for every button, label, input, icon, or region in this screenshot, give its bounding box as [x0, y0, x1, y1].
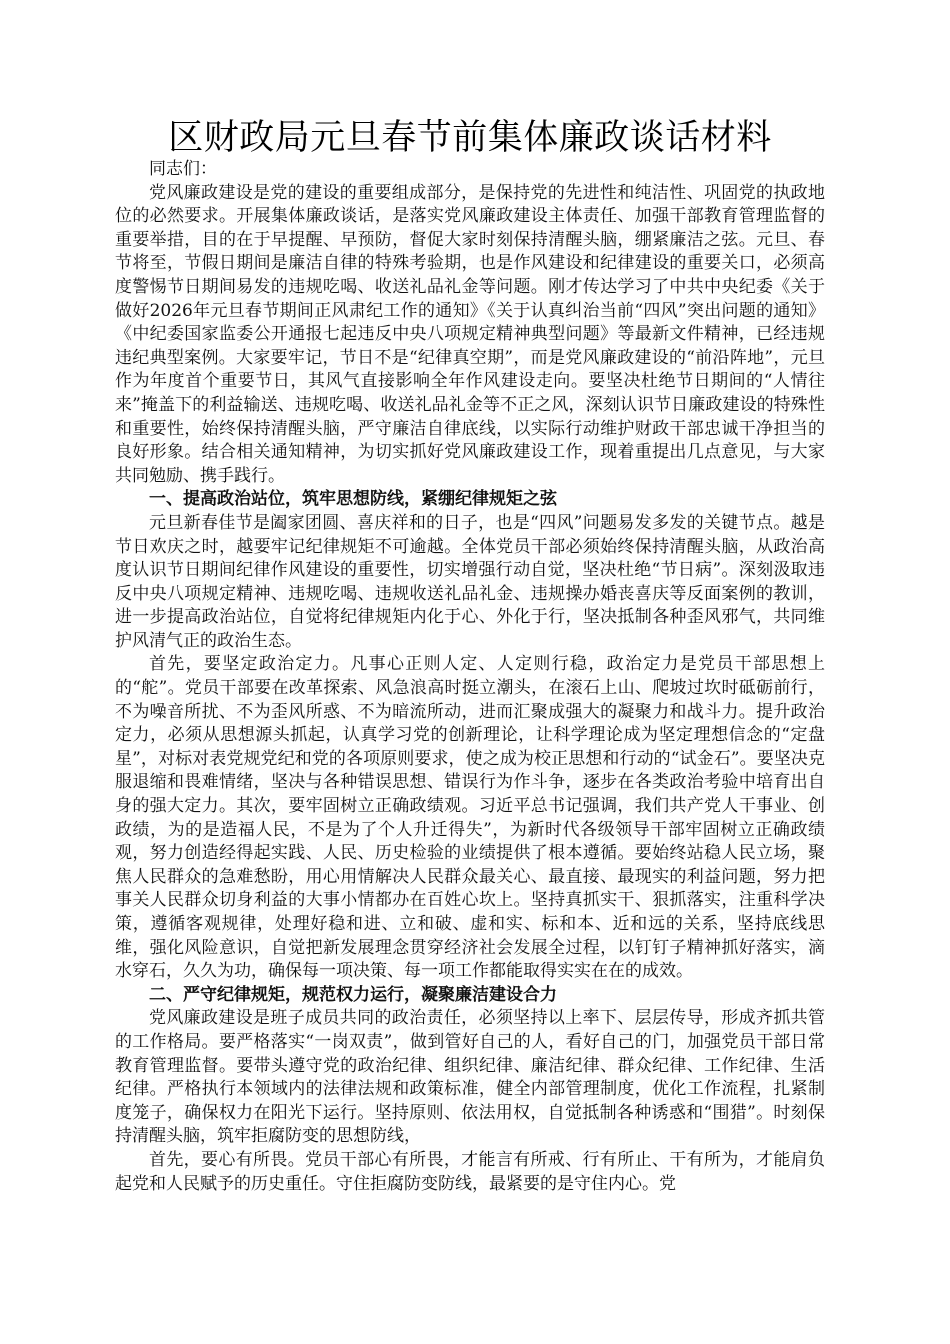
section-1-paragraph-2: 首先，要坚定政治定力。凡事心正则人定、人定则行稳，政治定力是党员干部思想上的“舵”。党员干部要在改革探索、风急浪高时挺立潮头，在滚石上山、爬坡过坎时砥砺前行，不为噪音所扰、不为歪风所惑、不为暗流所动，进而汇聚成强大的凝聚力和战斗力。提升政治定力，必须从思想源头抓起，认真学习党的创新理论，让科学理论成为坚定理想信念的“定盘星”，对标对表党规党纪和党的各项原则要求，使之成为校正思想和行动的“试金石”。要坚决克服退缩和畏难情绪，坚决与各种错误思想、错误行为作斗争，逐步在各类政治考验中培育出自身的强大定力。其次，要牢固树立正确政绩观。习近平总书记强调，我们共产党人干事业、创政绩，为的是造福人民，不是为了个人升迁得失”，为新时代各级领导干部牢固树立正确政绩观，努力创造经得起实践、人民、历史检验的业绩提供了根本遵循。要始终站稳人民立场，聚焦人民群众的急难愁盼，用心用情解决人民群众最关心、最直接、最现实的利益问题，努力把事关人民群众切身利益的大事小情都办在百姓心坎上。坚持真抓实干、狠抓落实，注重科学决策，遵循客观规律，处理好稳和进、立和破、虚和实、标和本、近和远的关系，坚持底线思维，强化风险意识，自觉把新发展理念贯穿经济社会发展全过程，以钉钉子精神抓好落实，滴水穿石，久久为功，确保每一项决策、每一项工作都能取得实实在在的成效。	[115, 654, 825, 982]
document-page	[115, 118, 825, 1196]
section-1-heading: 一、提高政治站位，筑牢思想防线，紧绷纪律规矩之弦	[149, 489, 557, 510]
document-title: 区财政局元旦春节前集体廉政谈话材料	[168, 118, 772, 158]
section-2-heading: 二、严守纪律规矩，规范权力运行，凝聚廉洁建设合力	[149, 984, 557, 1005]
section-1-paragraph-1: 元旦新春佳节是阖家团圆、喜庆祥和的日子，也是“四风”问题易发多发的关键节点。越是节日欢庆之时，越要牢记纪律规矩不可逾越。全体党员干部必须始终保持清醒头脑，从政治高度认识节日期间纪律作风建设的重要性，切实增强行动自觉，坚决杜绝“节日病”。深刻汲取违反中央八项规定精神、违规吃喝、违规收送礼品礼金、违规操办婚丧喜庆等反面案例的教训，进一步提高政治站位，自觉将纪律规矩内化于心、外化于行，坚决抵制各种歪风邪气，共同维护风清气正的政治生态。	[115, 512, 825, 651]
section-2-paragraph-1: 党风廉政建设是班子成员共同的政治责任，必须坚持以上率下、层层传导，形成齐抓共管的工作格局。要严格落实“一岗双责”，做到管好自己的人，看好自己的门，加强党员干部日常教育管理监督。要带头遵守党的政治纪律、组织纪律、廉洁纪律、群众纪律、工作纪律、生活纪律。严格执行本领域内的法律法规和政策标准，健全内部管理制度，优化工作流程，扎紧制度笼子，确保权力在阳光下运行。坚持原则、依法用权，自觉抵制各种诱惑和“围猎”。时刻保持清醒头脑，筑牢拒腐防变的思想防线，	[115, 1008, 825, 1147]
intro-paragraph: 党风廉政建设是党的建设的重要组成部分，是保持党的先进性和纯洁性、巩固党的执政地位的必然要求。开展集体廉政谈话，是落实党风廉政建设主体责任、加强干部教育管理监督的重要举措，目的在于早提醒、早预防，督促大家时刻保持清醒头脑，绷紧廉洁之弦。元旦、春节将至，节假日期间是廉洁自律的特殊考验期，也是作风建设和纪律建设的重要关口，必须高度警惕节日期间易发的违规吃喝、收送礼品礼金等问题。刚才传达学习了中共中央纪委《关于做好2026年元旦春节期间正风肃纪工作的通知》《关于认真纠治当前“四风”突出问题的通知》《中纪委国家监委公开通报七起违反中央八项规定精神典型问题》等最新文件精神，已经违规违纪典型案例。大家要牢记，节日不是“纪律真空期”，而是党风廉政建设的“前沿阵地”，元旦作为年度首个重要节日，其风气直接影响全年作风建设走向。要坚决杜绝节日期间的“人情往来”掩盖下的利益输送、违规吃喝、收送礼品礼金等不正之风，深刻认识节日廉政建设的特殊性和重要性，始终保持清醒头脑，严守廉洁自律底线，以实际行动维护财政干部忠诚干净担当的良好形象。结合相关通知精神，为切实抓好党风廉政建设工作，现着重提出几点意见，与大家共同勉励、携手践行。	[115, 182, 825, 486]
salutation: 同志们：	[149, 159, 217, 179]
section-2-paragraph-2: 首先，要心有所畏。党员干部心有所畏，才能言有所戒、行有所止、干有所为，才能肩负起党和人民赋予的历史重任。守住拒腐防变防线，最紧要的是守住内心。党	[115, 1149, 825, 1194]
